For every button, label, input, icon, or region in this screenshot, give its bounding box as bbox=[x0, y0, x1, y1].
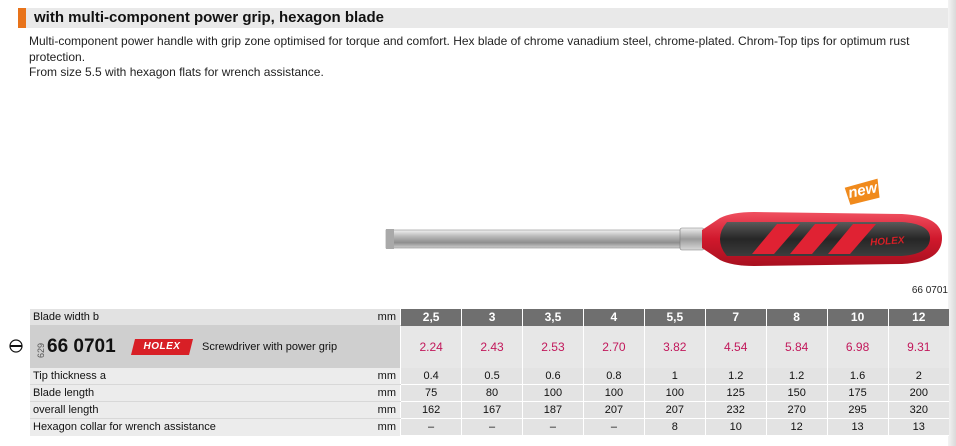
value-cell: 0.6 bbox=[523, 368, 584, 385]
blade-width-row bbox=[30, 309, 949, 326]
hex-collar-row bbox=[30, 419, 949, 436]
product-row[interactable] bbox=[30, 326, 949, 369]
value-cell: 8 bbox=[644, 419, 705, 436]
value-cell: – bbox=[583, 419, 644, 436]
price-cell[interactable]: 2.70 bbox=[583, 326, 644, 369]
holex-logo bbox=[131, 339, 193, 355]
value-cell: 187 bbox=[523, 402, 584, 419]
price-cell[interactable]: 5.84 bbox=[766, 326, 827, 369]
size-cell: 3 bbox=[462, 309, 523, 326]
value-cell: – bbox=[462, 419, 523, 436]
row-unit: mm bbox=[368, 419, 401, 436]
row-label: Blade width b bbox=[30, 309, 368, 326]
description-line-1: Multi-component power handle with grip zone optimised for torque and comfort. Hex blade of chrome vanadium steel, chrome-plated. Chrom-Top tips for optimum rust protection. bbox=[29, 34, 910, 64]
value-cell: 150 bbox=[766, 385, 827, 402]
value-cell: – bbox=[401, 419, 462, 436]
catalog-ref: 629 bbox=[36, 342, 46, 358]
row-unit: mm bbox=[368, 309, 401, 326]
hex-collar bbox=[680, 228, 704, 250]
row-label: overall length bbox=[30, 402, 368, 419]
size-cell: 10 bbox=[827, 309, 888, 326]
size-cell: 5,5 bbox=[644, 309, 705, 326]
description-line-2: From size 5.5 with hexagon flats for wrench assistance. bbox=[29, 65, 324, 79]
value-cell: 1 bbox=[644, 368, 705, 385]
article-number[interactable]: 66 0701 bbox=[47, 336, 116, 357]
product-info-cell bbox=[30, 326, 401, 369]
blade-tip bbox=[386, 229, 394, 249]
price-cell[interactable]: 2.43 bbox=[462, 326, 523, 369]
row-unit: mm bbox=[368, 368, 401, 385]
value-cell: 125 bbox=[705, 385, 766, 402]
section-title: with multi-component power grip, hexagon blade bbox=[34, 9, 385, 26]
price-cell[interactable]: 3.82 bbox=[644, 326, 705, 369]
row-label: Blade length bbox=[30, 385, 368, 402]
value-cell: 1.6 bbox=[827, 368, 888, 385]
value-cell: 0.5 bbox=[462, 368, 523, 385]
value-cell: 100 bbox=[583, 385, 644, 402]
blade-length-row bbox=[30, 385, 949, 402]
value-cell: 207 bbox=[583, 402, 644, 419]
size-cell: 7 bbox=[705, 309, 766, 326]
value-cell: 232 bbox=[705, 402, 766, 419]
value-cell: 200 bbox=[888, 385, 949, 402]
image-article-ref: 66 0701 bbox=[911, 285, 948, 296]
value-cell: 80 bbox=[462, 385, 523, 402]
price-cell[interactable]: 2.53 bbox=[523, 326, 584, 369]
price-cell[interactable]: 6.98 bbox=[827, 326, 888, 369]
blade-shape bbox=[386, 230, 684, 248]
overall-length-row bbox=[30, 402, 949, 419]
price-cell[interactable]: 9.31 bbox=[888, 326, 949, 369]
row-label: Tip thickness a bbox=[30, 368, 368, 385]
spec-table bbox=[30, 309, 949, 436]
value-cell: 100 bbox=[523, 385, 584, 402]
new-badge-label: new bbox=[846, 179, 879, 202]
size-cell: 8 bbox=[766, 309, 827, 326]
tip-thickness-row bbox=[30, 368, 949, 385]
value-cell: 75 bbox=[401, 385, 462, 402]
value-cell: 175 bbox=[827, 385, 888, 402]
row-label: Hexagon collar for wrench assistance bbox=[30, 419, 368, 436]
value-cell: 1.2 bbox=[766, 368, 827, 385]
value-cell: 0.4 bbox=[401, 368, 462, 385]
slotted-tip-icon bbox=[9, 339, 23, 353]
product-description bbox=[29, 34, 944, 81]
value-cell: 167 bbox=[462, 402, 523, 419]
size-cell: 4 bbox=[583, 309, 644, 326]
product-description-text: Screwdriver with power grip bbox=[202, 341, 338, 353]
value-cell: 0.8 bbox=[583, 368, 644, 385]
value-cell: 10 bbox=[705, 419, 766, 436]
price-cell[interactable]: 4.54 bbox=[705, 326, 766, 369]
handle-brand-text: HOLEX bbox=[869, 235, 905, 249]
value-cell: 2 bbox=[888, 368, 949, 385]
value-cell: 320 bbox=[888, 402, 949, 419]
row-unit: mm bbox=[368, 402, 401, 419]
value-cell: 13 bbox=[888, 419, 949, 436]
holex-logo-text: HOLEX bbox=[143, 341, 181, 352]
section-header-accent bbox=[18, 8, 26, 28]
size-cell: 3,5 bbox=[523, 309, 584, 326]
size-cell: 12 bbox=[888, 309, 949, 326]
value-cell: 207 bbox=[644, 402, 705, 419]
value-cell: 295 bbox=[827, 402, 888, 419]
value-cell: 162 bbox=[401, 402, 462, 419]
row-unit: mm bbox=[368, 385, 401, 402]
price-cell[interactable]: 2.24 bbox=[401, 326, 462, 369]
size-cell: 2,5 bbox=[401, 309, 462, 326]
value-cell: – bbox=[523, 419, 584, 436]
value-cell: 13 bbox=[827, 419, 888, 436]
value-cell: 1.2 bbox=[705, 368, 766, 385]
value-cell: 100 bbox=[644, 385, 705, 402]
value-cell: 270 bbox=[766, 402, 827, 419]
value-cell: 12 bbox=[766, 419, 827, 436]
page-edge-shade bbox=[948, 0, 956, 446]
